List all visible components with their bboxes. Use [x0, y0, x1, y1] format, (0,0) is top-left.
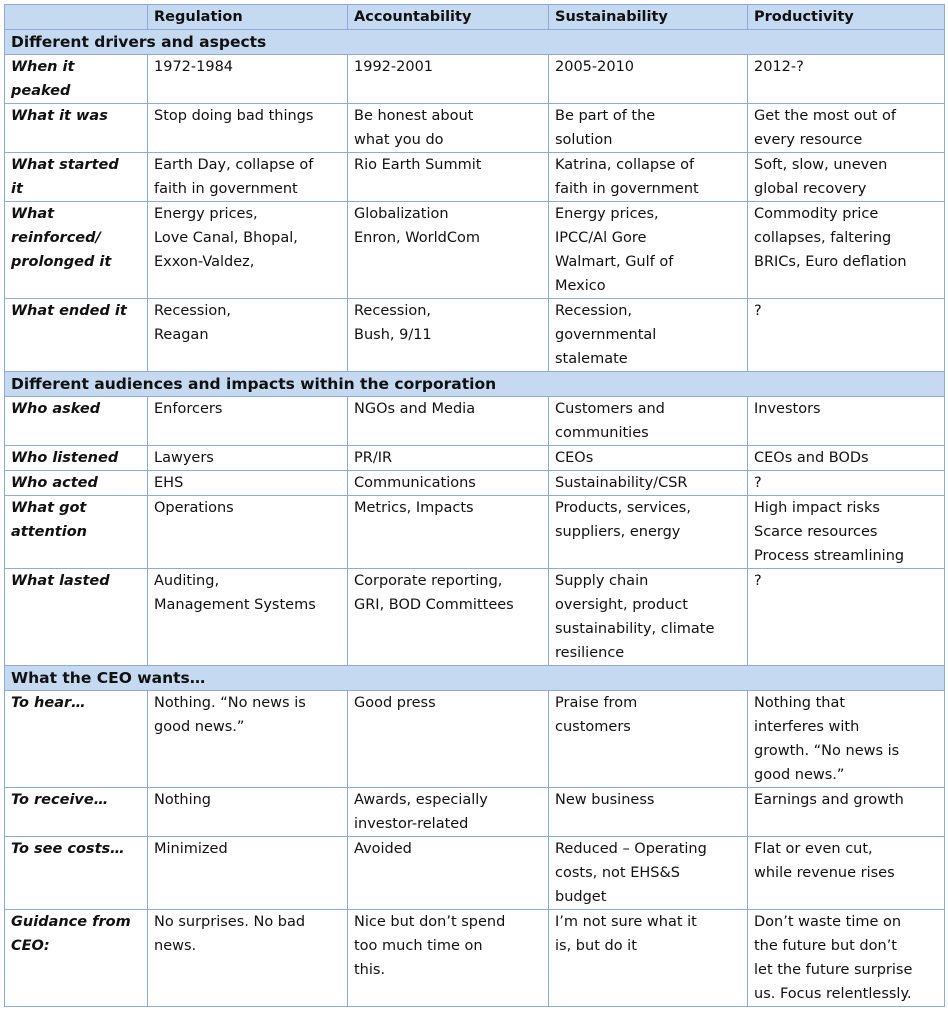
cell-line: ?: [754, 303, 762, 319]
cell-line: customers: [555, 719, 631, 735]
cell-line: oversight, product: [555, 597, 688, 613]
cell-line: faith in government: [555, 181, 699, 197]
table-cell: [549, 55, 748, 104]
table-body: [5, 30, 945, 1007]
cell-line: GRI, BOD Committees: [354, 597, 514, 613]
table-cell: [549, 397, 748, 446]
cell-line: faith in government: [154, 181, 298, 197]
cell-line: solution: [555, 132, 613, 148]
table-cell: [148, 569, 348, 666]
table-row: [5, 397, 945, 446]
cell-line: Products, services,: [555, 500, 691, 516]
cell-line: Awards, especially: [354, 792, 488, 808]
cell-line: ?: [754, 573, 762, 589]
cell-line: good news.”: [154, 719, 245, 735]
column-header-row: [5, 5, 945, 30]
cell-line: investor-related: [354, 816, 469, 832]
table-cell: [148, 299, 348, 372]
table-cell: [748, 471, 945, 496]
table-cell: [748, 569, 945, 666]
cell-line: costs, not EHS&S: [555, 865, 680, 881]
table-cell: [549, 691, 748, 788]
cell-line: NGOs and Media: [354, 401, 476, 417]
column-header-productivity: Productivity: [748, 5, 945, 30]
cell-line: Avoided: [354, 841, 412, 857]
cell-line: stalemate: [555, 351, 628, 367]
row-label-line: To receive…: [11, 792, 109, 808]
table-row: [5, 446, 945, 471]
cell-line: Auditing,: [154, 573, 220, 589]
cell-line: IPCC/Al Gore: [555, 230, 647, 246]
table-cell: [549, 788, 748, 837]
cell-line: Commodity price: [754, 206, 879, 222]
table-cell: [348, 471, 549, 496]
cell-line: us. Focus relentlessly.: [754, 986, 912, 1002]
table-row: [5, 153, 945, 202]
cell-line: BRICs, Euro deflation: [754, 254, 907, 270]
cell-line: Mexico: [555, 278, 606, 294]
row-label-line: it: [11, 181, 23, 197]
cell-line: this.: [354, 962, 386, 978]
table-cell: [748, 910, 945, 1007]
table-row: [5, 569, 945, 666]
cell-line: Katrina, collapse of: [555, 157, 695, 173]
cell-line: Reduced – Operating: [555, 841, 707, 857]
row-label-line: What started: [11, 157, 119, 173]
table-cell: [148, 788, 348, 837]
cell-line: news.: [154, 938, 197, 954]
table-cell: [348, 397, 549, 446]
row-label: [5, 691, 148, 788]
table-cell: [148, 104, 348, 153]
table-cell: [348, 837, 549, 910]
cell-line: Corporate reporting,: [354, 573, 503, 589]
table-cell: [748, 55, 945, 104]
table-cell: [549, 202, 748, 299]
table-cell: [148, 496, 348, 569]
cell-line: collapses, faltering: [754, 230, 892, 246]
cell-line: sustainability, climate: [555, 621, 715, 637]
cell-line: New business: [555, 792, 655, 808]
cell-line: Recession,: [354, 303, 432, 319]
table-cell: [748, 104, 945, 153]
cell-line: Soft, slow, uneven: [754, 157, 888, 173]
table-row: [5, 837, 945, 910]
cell-line: Minimized: [154, 841, 228, 857]
row-label: [5, 104, 148, 153]
row-label: [5, 153, 148, 202]
column-header-sustainability: Sustainability: [549, 5, 748, 30]
column-header-blank: [5, 5, 148, 30]
cell-line: Enforcers: [154, 401, 223, 417]
row-label-line: Who listened: [11, 450, 119, 466]
cell-line: good news.”: [754, 767, 845, 783]
table-cell: [748, 837, 945, 910]
comparison-table: [4, 4, 945, 1007]
cell-line: 1972-1984: [154, 59, 234, 75]
table-row: [5, 788, 945, 837]
cell-line: Good press: [354, 695, 436, 711]
cell-line: the future but don’t: [754, 938, 897, 954]
table-cell: [148, 691, 348, 788]
table-cell: [549, 837, 748, 910]
table-cell: [748, 397, 945, 446]
cell-line: communities: [555, 425, 649, 441]
section-header-row: [5, 372, 945, 397]
row-label-line: What it was: [11, 108, 108, 124]
table-cell: [348, 55, 549, 104]
table-row: [5, 471, 945, 496]
table-cell: [348, 104, 549, 153]
cell-line: Earnings and growth: [754, 792, 904, 808]
cell-line: Communications: [354, 475, 476, 491]
section-title: What the CEO wants…: [5, 666, 945, 691]
row-label-line: reinforced/: [11, 230, 101, 246]
table-cell: [549, 446, 748, 471]
cell-line: CEOs: [555, 450, 594, 466]
row-label-line: What: [11, 206, 55, 222]
table-row: [5, 496, 945, 569]
table-row: [5, 202, 945, 299]
table-cell: [549, 910, 748, 1007]
cell-line: suppliers, energy: [555, 524, 681, 540]
table-cell: [148, 153, 348, 202]
cell-line: Globalization: [354, 206, 449, 222]
cell-line: Nothing: [154, 792, 212, 808]
row-label: [5, 397, 148, 446]
cell-line: I’m not sure what it: [555, 914, 697, 930]
row-label: [5, 299, 148, 372]
table-cell: [148, 837, 348, 910]
row-label-line: CEO:: [11, 938, 50, 954]
table-cell: [348, 153, 549, 202]
table-cell: [348, 691, 549, 788]
cell-line: Nothing that: [754, 695, 846, 711]
table-cell: [748, 446, 945, 471]
table-cell: [348, 446, 549, 471]
row-label-line: What ended it: [11, 303, 127, 319]
row-label-line: What lasted: [11, 573, 110, 589]
table-cell: [748, 153, 945, 202]
table-cell: [148, 910, 348, 1007]
cell-line: Metrics, Impacts: [354, 500, 474, 516]
table-cell: [148, 446, 348, 471]
row-label-line: When it: [11, 59, 75, 75]
cell-line: Recession,: [555, 303, 633, 319]
cell-line: every resource: [754, 132, 863, 148]
row-label-line: What got: [11, 500, 87, 516]
column-header-accountability: Accountability: [348, 5, 549, 30]
row-label: [5, 910, 148, 1007]
cell-line: Earth Day, collapse of: [154, 157, 314, 173]
cell-line: CEOs and BODs: [754, 450, 869, 466]
cell-line: Recession,: [154, 303, 232, 319]
cell-line: resilience: [555, 645, 625, 661]
cell-line: Nice but don’t spend: [354, 914, 506, 930]
cell-line: No surprises. No bad: [154, 914, 306, 930]
section-title: Different drivers and aspects: [5, 30, 945, 55]
row-label: [5, 837, 148, 910]
cell-line: Sustainability/CSR: [555, 475, 688, 491]
cell-line: 2012-?: [754, 59, 804, 75]
row-label-line: peaked: [11, 83, 71, 99]
table-row: [5, 691, 945, 788]
table-row: [5, 299, 945, 372]
cell-line: Don’t waste time on: [754, 914, 902, 930]
row-label: [5, 446, 148, 471]
cell-line: Get the most out of: [754, 108, 897, 124]
table-cell: [348, 202, 549, 299]
row-label: [5, 471, 148, 496]
table-cell: [148, 471, 348, 496]
table-cell: [549, 153, 748, 202]
cell-line: Customers and: [555, 401, 665, 417]
table-cell: [549, 104, 748, 153]
row-label-line: To see costs…: [11, 841, 125, 857]
table-cell: [148, 202, 348, 299]
cell-line: Be part of the: [555, 108, 656, 124]
cell-line: Walmart, Gulf of: [555, 254, 674, 270]
cell-line: Enron, WorldCom: [354, 230, 480, 246]
table-cell: [748, 691, 945, 788]
cell-line: Energy prices,: [154, 206, 258, 222]
cell-line: Management Systems: [154, 597, 316, 613]
row-label-line: Guidance from: [11, 914, 131, 930]
table-cell: [348, 299, 549, 372]
cell-line: Love Canal, Bhopal,: [154, 230, 298, 246]
cell-line: Praise from: [555, 695, 638, 711]
row-label-line: To hear…: [11, 695, 86, 711]
cell-line: 2005-2010: [555, 59, 635, 75]
cell-line: Scarce resources: [754, 524, 878, 540]
cell-line: Be honest about: [354, 108, 474, 124]
cell-line: global recovery: [754, 181, 867, 197]
table-cell: [748, 496, 945, 569]
section-header-row: [5, 666, 945, 691]
table-cell: [348, 569, 549, 666]
row-label: [5, 496, 148, 569]
table-cell: [748, 299, 945, 372]
cell-line: Reagan: [154, 327, 209, 343]
cell-line: is, but do it: [555, 938, 637, 954]
table-cell: [748, 788, 945, 837]
cell-line: Supply chain: [555, 573, 649, 589]
table-cell: [549, 299, 748, 372]
cell-line: Lawyers: [154, 450, 214, 466]
cell-line: let the future surprise: [754, 962, 913, 978]
row-label: [5, 202, 148, 299]
column-header-regulation: Regulation: [148, 5, 348, 30]
row-label: [5, 788, 148, 837]
cell-line: Rio Earth Summit: [354, 157, 482, 173]
cell-line: ?: [754, 475, 762, 491]
cell-line: interferes with: [754, 719, 860, 735]
cell-line: Flat or even cut,: [754, 841, 873, 857]
cell-line: Bush, 9/11: [354, 327, 432, 343]
cell-line: Exxon-Valdez,: [154, 254, 255, 270]
cell-line: growth. “No news is: [754, 743, 900, 759]
cell-line: budget: [555, 889, 607, 905]
section-title: Different audiences and impacts within the corporation: [5, 372, 945, 397]
table-cell: [348, 788, 549, 837]
cell-line: PR/IR: [354, 450, 393, 466]
table-cell: [748, 202, 945, 299]
table-cell: [549, 569, 748, 666]
table-row: [5, 55, 945, 104]
cell-line: while revenue rises: [754, 865, 895, 881]
cell-line: High impact risks: [754, 500, 880, 516]
table-row: [5, 910, 945, 1007]
row-label-line: Who asked: [11, 401, 101, 417]
table-cell: [348, 910, 549, 1007]
section-header-row: [5, 30, 945, 55]
table-row: [5, 104, 945, 153]
row-label-line: attention: [11, 524, 87, 540]
table-cell: [348, 496, 549, 569]
row-label: [5, 55, 148, 104]
row-label-line: prolonged it: [11, 254, 112, 270]
cell-line: EHS: [154, 475, 184, 491]
cell-line: Stop doing bad things: [154, 108, 314, 124]
row-label: [5, 569, 148, 666]
cell-line: 1992-2001: [354, 59, 434, 75]
cell-line: Nothing. “No news is: [154, 695, 306, 711]
cell-line: Operations: [154, 500, 234, 516]
cell-line: too much time on: [354, 938, 483, 954]
cell-line: Investors: [754, 401, 821, 417]
cell-line: Process streamlining: [754, 548, 905, 564]
cell-line: governmental: [555, 327, 657, 343]
row-label-line: Who acted: [11, 475, 98, 491]
cell-line: what you do: [354, 132, 444, 148]
table-cell: [148, 397, 348, 446]
table-cell: [148, 55, 348, 104]
cell-line: Energy prices,: [555, 206, 659, 222]
table-cell: [549, 496, 748, 569]
table-cell: [549, 471, 748, 496]
